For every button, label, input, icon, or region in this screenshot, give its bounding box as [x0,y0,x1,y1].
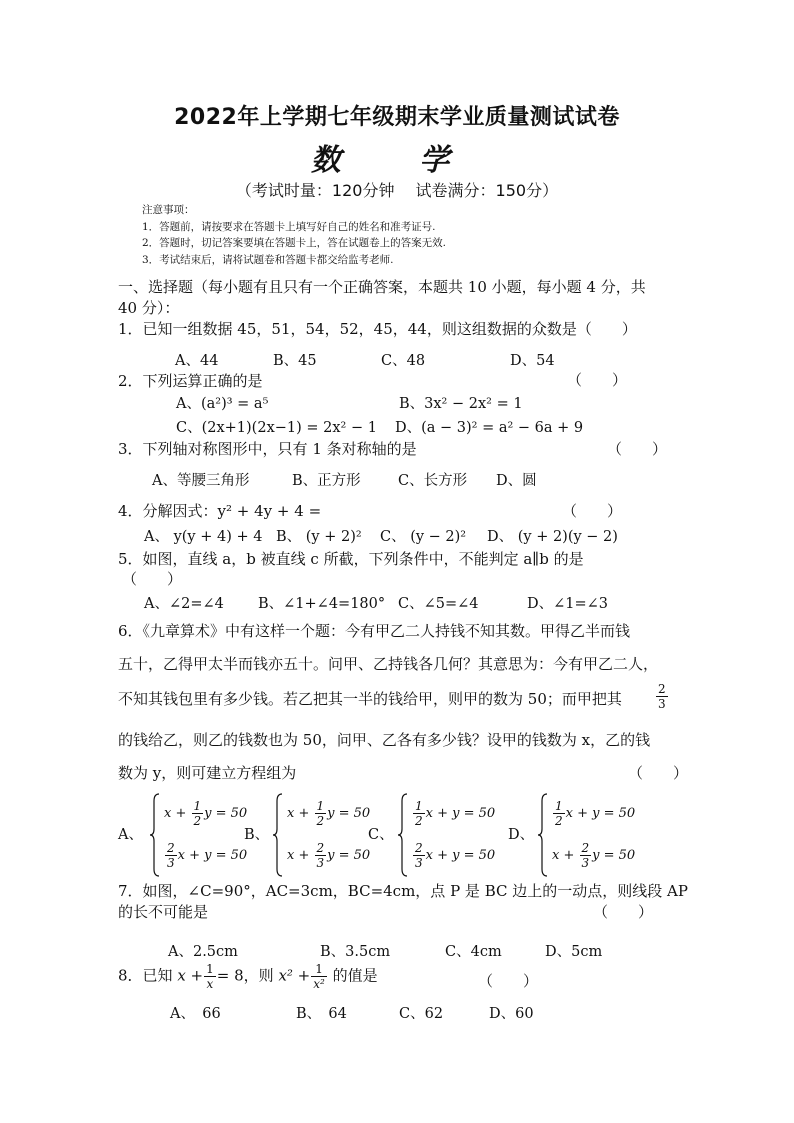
q5-option-d[interactable]: D、∠1=∠3 [527,596,609,612]
brace-icon [538,793,548,877]
q8-option-a[interactable]: A、 66 [170,1006,221,1022]
q7-line1: 7．如图，∠C=90°，AC=3cm，BC=4cm，点 P 是 BC 边上的一动点，则线段 AP [118,882,688,900]
section-heading-line2: 40 分）： [118,299,180,317]
q5-answer-blank[interactable]: （ ） [122,570,183,588]
q1-option-b[interactable]: B、45 [273,353,317,369]
q7-answer-blank[interactable]: （ ） [593,903,654,921]
q3-option-a[interactable]: A、等腰三角形 [152,473,250,489]
brace-icon [398,793,408,877]
q6-option-d-label[interactable]: D、 [508,827,535,843]
q4-option-c[interactable]: C、 (y − 2)² [380,529,467,545]
frac-denominator: 3 [658,697,666,711]
exam-title: 2022年上学期七年级期末学业质量测试试卷 [174,105,620,130]
q2-stem: 2．下列运算正确的是 [118,372,263,390]
q6-fraction-two-thirds [655,682,669,711]
q7-option-a[interactable]: A、2.5cm [168,944,238,960]
q2-option-a[interactable]: A、(a²)³ = a⁵ [176,396,269,412]
q4-option-a[interactable]: A、 y(y + 4) + 4 [144,529,263,545]
note-item: 2．答题时，切记答案要填在答题卡上，答在试题卷上的答案无效. [142,237,447,249]
q5-option-c[interactable]: C、∠5=∠4 [398,596,479,612]
notes-block [142,202,446,268]
q5-option-a[interactable]: A、∠2=∠4 [144,596,224,612]
frac-numerator: 2 [658,682,666,696]
q8-option-d[interactable]: D、60 [489,1006,534,1022]
q6-option-b-label[interactable]: B、 [244,827,270,843]
q8-condition-b: = 8，则 [216,966,274,985]
q2-option-b[interactable]: B、3x² − 2x² = 1 [399,396,523,412]
q3-option-c[interactable]: C、长方形 [398,473,468,489]
frac-numerator: 1 [206,962,214,976]
q8-expression-a: x² + [278,966,311,985]
q2-answer-blank[interactable]: （ ） [567,371,628,389]
q4-stem: 4．分解因式：y² + 4y + 4 = [118,502,322,520]
q6-answer-blank[interactable]: （ ） [628,764,689,782]
exam-info: （考试时量：120分钟 试卷满分：150分） [235,181,559,200]
q2-option-c[interactable]: C、(2x+1)(2x−1) = 2x² − 1 [176,420,377,436]
q3-answer-blank[interactable]: （ ） [607,440,668,458]
brace-icon [150,793,160,877]
q6-line2: 五十，乙得甲太半而钱亦五十。问甲、乙持钱各几何？其意思为：今有甲乙二人， [118,655,659,673]
q5-stem: 5．如图，直线 a，b 被直线 c 所截，下列条件中，不能判定 a∥b 的是 [118,550,584,568]
q4-option-d[interactable]: D、 (y + 2)(y − 2) [487,529,618,545]
q8-prefix: 8．已知 [118,966,173,985]
q6-line1: 6．《九章算术》中有这样一个题：今有甲乙二人持钱不知其数。甲得乙半而钱 [118,622,631,640]
q3-stem: 3．下列轴对称图形中，只有 1 条对称轴的是 [118,440,417,458]
q6-line4: 的钱给乙，则乙的钱数也为 50，问甲、乙各有多少钱？设甲的钱数为 x，乙的钱 [118,731,651,749]
q8-suffix: 的值是 [332,966,378,985]
q4-answer-blank[interactable]: （ ） [562,502,623,520]
q1-stem: 1．已知一组数据 45，51，54，52，45，44，则这组数据的众数是（ ） [118,320,637,338]
q6-line3: 不知其钱包里有多少钱。若乙把其一半的钱给甲，则甲的数为 50；而甲把其 [118,690,622,708]
q6-line5: 数为 y，则可建立方程组为 [118,764,297,782]
q7-option-c[interactable]: C、4cm [445,944,502,960]
q7-option-d[interactable]: D、5cm [545,944,603,960]
note-item: 3．考试结束后，请将试题卷和答题卡都交给监考老师. [142,253,394,266]
frac-denominator: x [206,977,214,991]
subject-heading: 数 学 [310,143,484,178]
q5-option-b[interactable]: B、∠1+∠4=180° [258,596,386,612]
q6-option-a-label[interactable]: A、 [118,827,143,843]
q8-stem [118,962,378,991]
frac-denominator: x² [313,977,325,991]
brace-icon [273,793,283,877]
q2-option-d[interactable]: D、(a − 3)² = a² − 6a + 9 [395,420,584,436]
q3-option-b[interactable]: B、正方形 [292,473,361,489]
notes-heading: 注意事项： [142,204,195,216]
q8-answer-blank[interactable]: （ ） [478,972,539,990]
q7-line2: 的长不可能是 [118,903,209,921]
q8-option-b[interactable]: B、 64 [296,1006,347,1022]
q1-option-a[interactable]: A、44 [175,353,219,369]
q1-option-d[interactable]: D、54 [510,353,555,369]
note-item: 1．答题前，请按要求在答题卡上填写好自己的姓名和准考证号. [142,220,436,233]
q1-option-c[interactable]: C、48 [381,353,426,369]
section-heading-line1: 一、选择题（每小题有且只有一个正确答案，本题共 10 小题，每小题 4 分，共 [118,278,646,296]
q6-option-c-label[interactable]: C、 [368,827,394,843]
q8-option-c[interactable]: C、62 [399,1006,444,1022]
q8-condition-a: x + [177,966,204,985]
q4-option-b[interactable]: B、 (y + 2)² [276,529,362,545]
q3-option-d[interactable]: D、圆 [496,473,537,489]
frac-numerator: 1 [311,962,327,977]
q7-option-b[interactable]: B、3.5cm [320,944,391,960]
